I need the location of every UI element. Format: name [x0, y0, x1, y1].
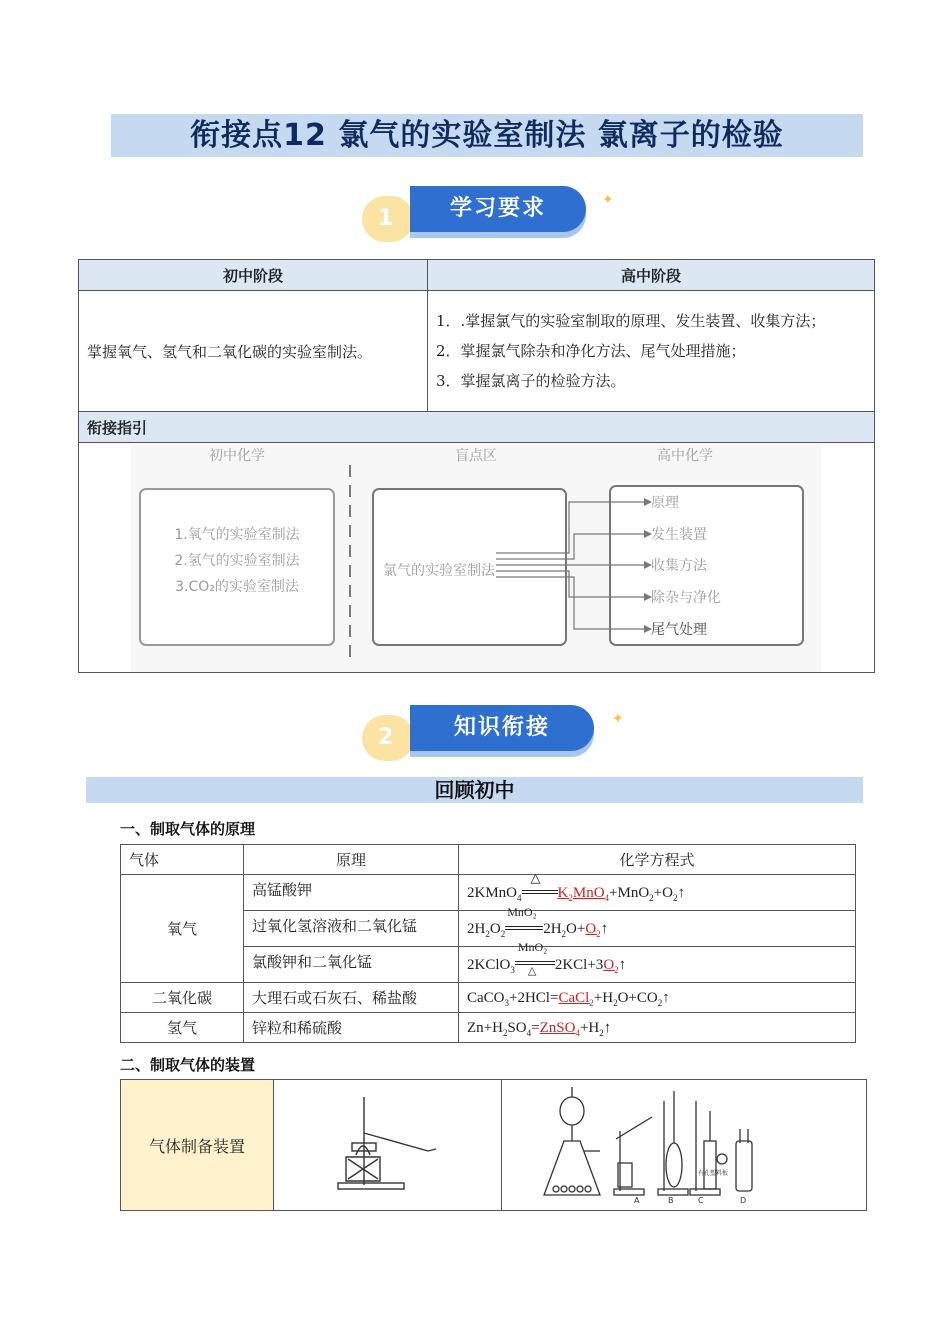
- review-title: 回顾初中: [86, 777, 863, 803]
- section-title: 一、制取气体的原理: [120, 820, 256, 838]
- star-icon: ✦: [612, 711, 624, 727]
- page-title: 衔接点12 氯气的实验室制法 氯离子的检验: [190, 118, 784, 153]
- right-item: 尾气处理: [651, 622, 707, 638]
- condition-catalyst: MnO₂: [507, 905, 537, 920]
- apparatus-set-cell: [502, 1080, 867, 1211]
- badge-number: 2: [362, 715, 414, 761]
- right-item: 发生装置: [651, 527, 707, 543]
- section-title: 二、制取气体的装置: [120, 1056, 256, 1074]
- method: 大理石或石灰石、稀盐酸: [244, 983, 459, 1013]
- badge-number: 1: [362, 196, 414, 242]
- equation: 2KMnO$_4$ △ $K_2MnO_4+MnO_2+O_2↑$: [459, 875, 856, 911]
- diagram-col-left: 初中化学: [209, 448, 265, 464]
- method: 氯酸钾和二氧化锰: [244, 947, 459, 983]
- guide-label: 衔接指引: [79, 412, 875, 443]
- requirements-table: [78, 259, 875, 673]
- gas-oxygen: 氧气: [121, 875, 244, 983]
- star-icon: ✦: [602, 192, 614, 208]
- gas-co2: 二氧化碳: [121, 983, 244, 1013]
- col-header: 化学方程式: [459, 845, 856, 875]
- right-item: 除杂与净化: [651, 590, 721, 606]
- diagram-col-mid: 盲点区: [455, 448, 497, 464]
- method: 高锰酸钾: [244, 875, 459, 911]
- apparatus-tag: D: [740, 1196, 747, 1205]
- col-header: 气体: [121, 845, 244, 875]
- diagram-col-right: 高中化学: [657, 448, 713, 464]
- senior-requirements: [428, 291, 875, 412]
- guide-diagram-cell: [79, 443, 875, 673]
- method: 锌粒和稀硫酸: [244, 1013, 459, 1043]
- right-item: 原理: [651, 495, 679, 511]
- mid-item: 氯气的实验室制法: [383, 563, 495, 579]
- guide-diagram: [79, 443, 874, 672]
- principle-table: [120, 844, 856, 1043]
- apparatus-set-image: [534, 1081, 834, 1205]
- header-senior: 高中阶段: [428, 260, 875, 291]
- condition-heat: △: [530, 870, 541, 886]
- left-item: 3.CO₂的实验室制法: [175, 579, 299, 595]
- apparatus-table: [120, 1079, 867, 1211]
- apparatus-note: 有孔塑料板: [698, 1170, 729, 1177]
- equation: $Zn+H_2SO_4=ZnSO_4+H_2↑$: [459, 1013, 856, 1043]
- col-header: 原理: [244, 845, 459, 875]
- section-badge-1: [362, 186, 622, 246]
- heating-apparatus-cell: [274, 1080, 502, 1211]
- gas-hydrogen: 氢气: [121, 1013, 244, 1043]
- apparatus-tag: A: [634, 1196, 640, 1205]
- section-badge-2: [362, 705, 632, 765]
- badge-label: 知识衔接: [410, 705, 594, 751]
- senior-item: 2．掌握氯气除杂和净化方法、尾气处理措施；: [436, 342, 746, 360]
- left-item: 1.氧气的实验室制法: [174, 527, 300, 543]
- heating-apparatus-image: [318, 1093, 458, 1193]
- condition-catalyst: MnO₂: [517, 940, 548, 955]
- condition-heat: △: [527, 965, 537, 978]
- equation: $2H_2O_2$ MnO₂ $2H_2O+O_2↑$: [459, 911, 856, 947]
- senior-item: 3．掌握氯离子的检验方法。: [436, 372, 626, 390]
- junior-requirement: 掌握氧气、氢气和二氧化碳的实验室制法。: [79, 291, 428, 412]
- badge-label: 学习要求: [410, 186, 586, 232]
- equation: 2KClO$_3$ MnO₂ △ $2KCl+3O_2↑$: [459, 947, 856, 983]
- equation: $CaCO_3+2HCl=CaCl_2+H_2O+CO_2↑$: [459, 983, 856, 1013]
- apparatus-label: 气体制备装置: [121, 1080, 274, 1211]
- right-item: 收集方法: [651, 558, 707, 574]
- method: 过氧化氢溶液和二氧化锰: [244, 911, 459, 947]
- left-item: 2.氢气的实验室制法: [174, 553, 300, 569]
- apparatus-tag: B: [668, 1196, 674, 1205]
- apparatus-tag: C: [698, 1196, 704, 1205]
- header-junior: 初中阶段: [79, 260, 428, 291]
- senior-item: 1．.掌握氯气的实验室制取的原理、发生装置、收集方法；: [436, 312, 826, 330]
